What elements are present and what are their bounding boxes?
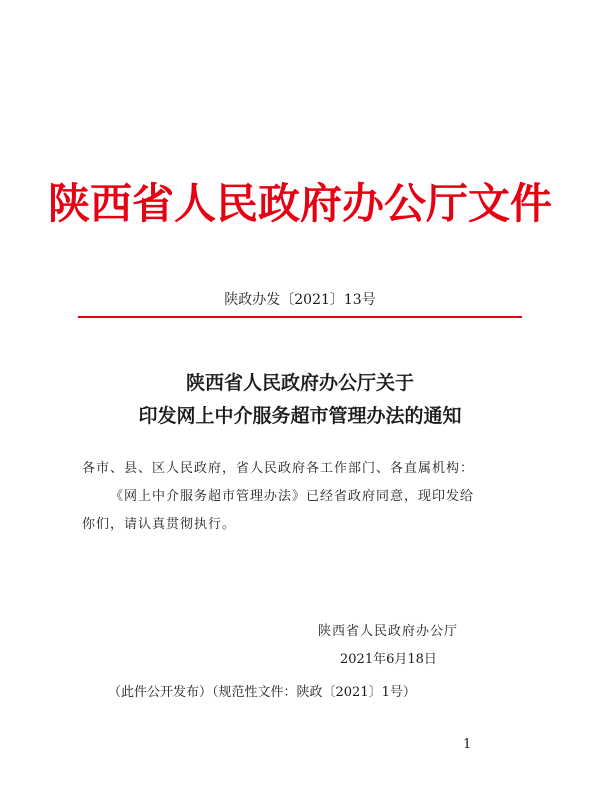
recipient-line: 各市、县、区人民政府，省人民政府各工作部门、各直属机构： [82,461,475,476]
document-title-line-2: 印发网上中介服务超市管理办法的通知 [138,405,462,427]
publication-note: （此件公开发布）（规范性文件：陕政〔2021〕1号） [108,685,416,700]
page-number: 1 [463,737,472,752]
issuing-authority: 陕西省人民政府办公厅 [318,624,459,639]
body-paragraph-line-1: 《网上中介服务超市管理办法》已经省政府同意，现印发给 [110,489,475,504]
document-title-line-1: 陕西省人民政府办公厅关于 [185,372,414,394]
issue-date: 2021年6月18日 [340,652,437,667]
body-paragraph-line-2: 你们，请认真贯彻执行。 [82,517,237,532]
document-number: 陕政办发〔2021〕13号 [224,292,376,308]
document-masthead: 陕西省人民政府办公厅文件 [47,179,552,228]
red-divider-rule [78,316,522,318]
